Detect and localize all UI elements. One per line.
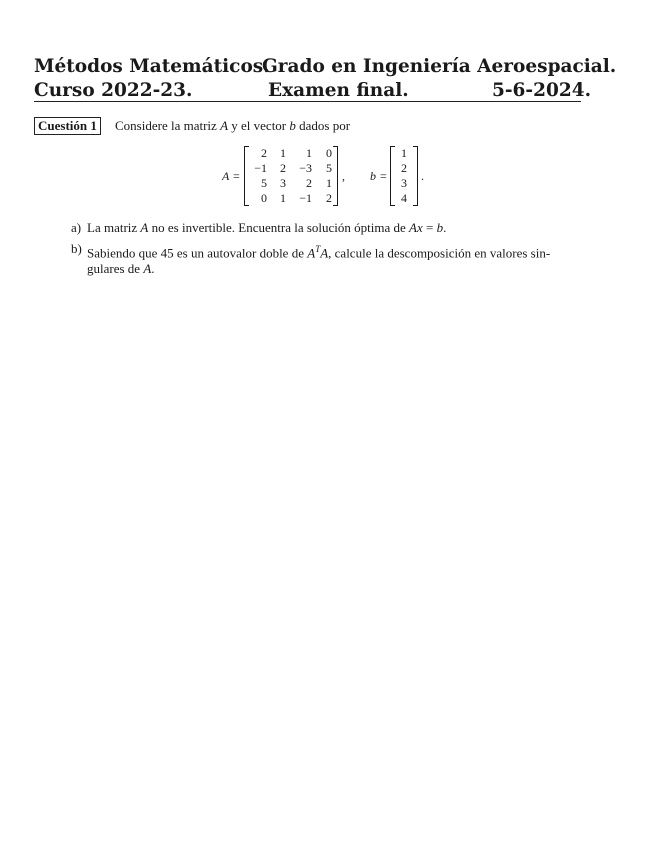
matrix-a-comma: , <box>342 169 345 183</box>
intro-var-a: A <box>220 118 229 133</box>
item-b-text <box>87 241 582 277</box>
vector-b-cell: 1 <box>401 146 407 160</box>
matrix-a-cell: 5 <box>261 176 267 190</box>
question-intro <box>115 118 350 134</box>
item-a-v3: b <box>436 220 444 235</box>
matrix-a-cell: −1 <box>254 161 267 175</box>
course-title: Métodos Matemáticos. <box>34 56 270 77</box>
course-year: Curso 2022-23. <box>34 80 193 101</box>
item-a-t3: = <box>426 220 434 235</box>
item-a-label: a) <box>71 220 82 235</box>
exam-title: Examen final. <box>268 80 409 101</box>
degree-title: Grado en Ingeniería Aeroespacial. <box>262 56 617 77</box>
item-b-v3: A <box>143 261 152 277</box>
item-b-label: b) <box>71 241 82 256</box>
matrix-a-cell: 3 <box>280 176 286 190</box>
item-a-v1: A <box>140 220 149 235</box>
item-a-t1: La matriz <box>87 220 138 235</box>
vector-b-period: . <box>421 169 424 183</box>
matrix-a-cell: 2 <box>306 176 312 190</box>
intro-text-2: y el vector <box>231 118 287 133</box>
intro-var-b: b <box>289 118 296 133</box>
matrix-a-cell: 2 <box>326 191 332 205</box>
matrix-a-equals: = <box>233 169 240 183</box>
item-a-v2: Ax <box>409 220 423 235</box>
intro-text-1: Considere la matriz <box>115 118 217 133</box>
intro-text-3: dados por <box>299 118 351 133</box>
item-b-v1: A <box>307 245 316 261</box>
item-b-t3: gulares de <box>87 261 141 277</box>
vector-b-right-bracket <box>413 146 418 206</box>
matrix-a-right-bracket <box>333 146 338 206</box>
matrix-a-cell: 1 <box>306 146 312 160</box>
matrix-a-cell: 0 <box>261 191 267 205</box>
vector-b-equals: = <box>380 169 387 183</box>
question-label: Cuestión 1 <box>34 117 101 135</box>
item-b-v2: A <box>320 245 329 261</box>
vector-b-name: b <box>370 169 376 183</box>
item-b-t2: , calcule la descomposición en valores sin- <box>328 245 551 261</box>
vector-b-cell: 4 <box>401 191 407 205</box>
matrix-a-cell: 2 <box>261 146 267 160</box>
item-b-t4: . <box>151 261 155 277</box>
matrix-a-cell: 5 <box>326 161 332 175</box>
matrix-a-name: A <box>222 169 230 183</box>
item-b-t1: Sabiendo que 45 es un autovalor doble de <box>87 245 304 261</box>
header-rule <box>34 101 581 102</box>
item-a-t4: . <box>443 220 447 235</box>
matrix-a-cell: −3 <box>299 161 312 175</box>
matrix-a-cell: 1 <box>326 176 332 190</box>
matrix-a-cell: 0 <box>326 146 332 160</box>
item-a-t2: no es invertible. Encuentra la solución óptima de <box>151 220 406 235</box>
vector-b-cell: 2 <box>401 161 407 175</box>
vector-b-cell: 3 <box>401 176 407 190</box>
matrix-a-cell: 1 <box>280 191 286 205</box>
matrix-a-cell: 1 <box>280 146 286 160</box>
item-b-sup: T <box>315 244 321 254</box>
exam-date: 5-6-2024. <box>492 80 592 101</box>
matrix-a-cell: −1 <box>299 191 312 205</box>
item-a-text <box>87 220 582 236</box>
matrix-a-cell: 2 <box>280 161 286 175</box>
